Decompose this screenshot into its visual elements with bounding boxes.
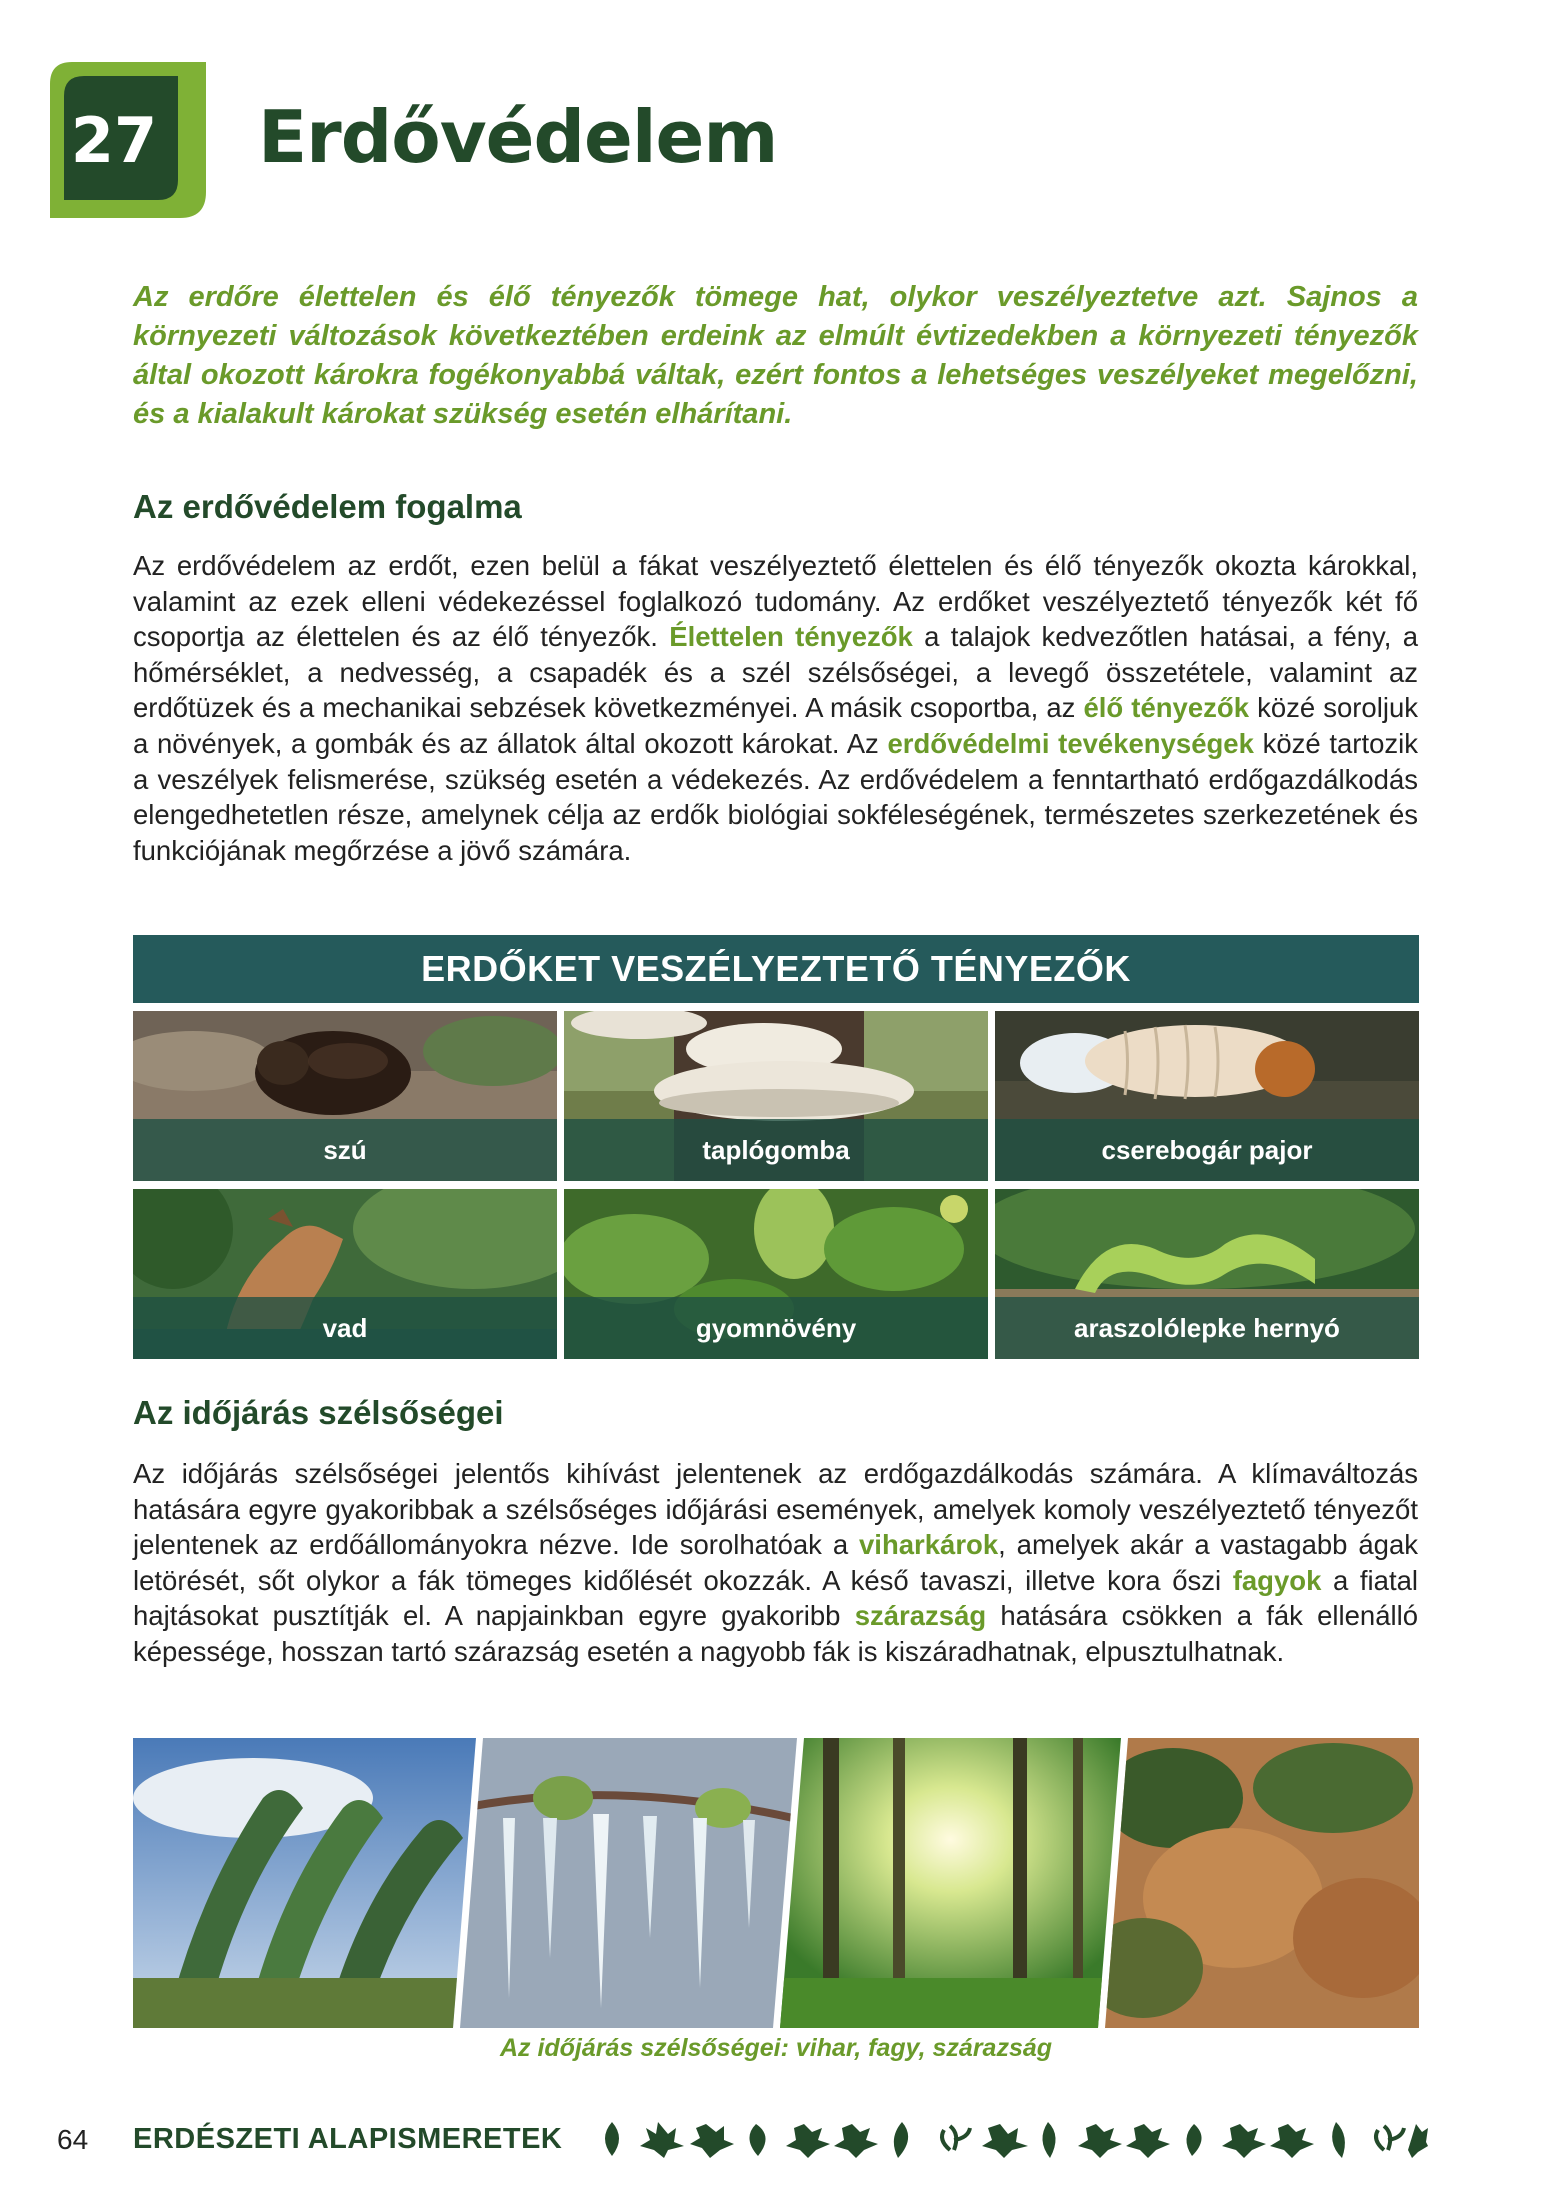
threat-label: cserebogár pajor <box>995 1119 1419 1181</box>
threat-tile-caterpillar <box>995 1189 1419 1359</box>
text-run: a fiatal hajtásokat pusztítják el. A napjainkban egyre gyakoribb <box>133 1564 1419 1632</box>
maple-leaf-icon <box>640 2122 684 2158</box>
leaf-icon <box>1332 2122 1345 2158</box>
maple-leaf-icon <box>834 2124 878 2158</box>
page-number: 64 <box>57 2124 89 2155</box>
text-run: hatására csökken a fák ellenálló képessége, hosszan tartó szárazság esetén a nagyobb fák is kiszáradhatnak, elpusztulhatnak. <box>133 1600 1418 1667</box>
highlight-term: Élettelen tényezők <box>669 621 913 653</box>
threat-label: araszolólepke hernyó <box>995 1297 1419 1359</box>
lead-paragraph: Az erdőre élettelen és élő tényezők tömege hat, olykor veszélyeztetve azt. Sajnos a környezeti változások következtében erdeink az elmúlt évtizedekben a környezeti tényezők által okozott károkra fogékonyabbá váltak, ezért fontos a lehetséges veszélyeket megelőzni, és a kialakult károkat szükség esetén elhárítani. <box>133 281 1418 430</box>
maple-leaf-icon <box>1126 2124 1170 2158</box>
sprig-icon <box>1376 2126 1404 2150</box>
leaf-icon <box>605 2122 619 2156</box>
threat-tile-weed <box>564 1189 988 1359</box>
threats-panel <box>133 935 1419 1359</box>
threat-label: szú <box>133 1119 557 1181</box>
weather-caption: Az időjárás szélsőségei: vihar, fagy, szárazság <box>499 2034 1053 2062</box>
chapter-number: 27 <box>70 103 158 177</box>
threat-label: gyomnövény <box>564 1297 988 1359</box>
leaf-icon <box>749 2124 765 2156</box>
threat-label: taplógomba <box>564 1119 988 1181</box>
frost-photo <box>453 1738 803 2028</box>
book-title: ERDÉSZETI ALAPISMERETEK <box>133 2123 563 2155</box>
maple-leaf-icon <box>1078 2124 1122 2158</box>
maple-leaf-icon <box>786 2124 830 2158</box>
highlight-term: viharkárok <box>859 1529 999 1561</box>
threat-tile-grub <box>995 1011 1419 1181</box>
weather-photo-strip <box>133 1738 1419 2028</box>
threat-tile-bracket-fungus <box>564 1011 988 1181</box>
weather-paragraph <box>133 1456 1418 1670</box>
text-run: közé soroljuk a növények, a gombák és az állatok által okozott károkat. Az <box>133 692 1418 759</box>
threat-tile-game <box>133 1189 557 1359</box>
maple-leaf-icon <box>1270 2124 1314 2158</box>
threat-label: vad <box>133 1297 557 1359</box>
chapter-badge <box>50 62 206 218</box>
leaf-icon <box>1186 2124 1201 2156</box>
text-run: Az erdővédelem az erdőt, ezen belül a fákat veszélyeztető élettelen és élő tényezők okozta károkkal, valamint az ezek elleni védekezéssel foglalkozó tudomány. Az erdőket veszélyeztető tényezők két fő csoportja az élettelen és az élő tényezők. <box>133 550 1418 653</box>
maple-leaf-icon <box>1408 2124 1428 2158</box>
maple-leaf-icon <box>982 2124 1028 2158</box>
leaf-icon-row <box>598 2120 1428 2160</box>
leaf-icon <box>894 2122 908 2158</box>
section-heading-weather: Az időjárás szélsőségei <box>133 1394 504 1431</box>
storm-photo <box>133 1738 478 2028</box>
text-run: , amelyek akár a vastagabb ágak letörését, sőt olykor a fák tömeges kidőlését okozzák. A késő tavaszi, illetve kora őszi <box>133 1529 1418 1596</box>
page-footer <box>0 2118 1550 2162</box>
highlight-term: erdővédelmi tevékenységek <box>887 727 1254 759</box>
threat-tile-bark-beetle <box>133 1011 557 1181</box>
section-heading-definition: Az erdővédelem fogalma <box>133 488 522 525</box>
leaf-icon <box>1042 2122 1055 2158</box>
definition-paragraph <box>133 548 1418 868</box>
dry-forest-photo <box>1083 1738 1419 2028</box>
highlight-term: élő tényezők <box>1083 692 1249 724</box>
page-title: Erdővédelem <box>258 95 778 179</box>
sprig-icon <box>942 2126 970 2150</box>
highlight-term: fagyok <box>1232 1564 1322 1596</box>
highlight-term: szárazság <box>854 1600 987 1632</box>
maple-leaf-icon <box>690 2124 734 2158</box>
text-run: Az időjárás szélsőségei jelentős kihívást jelentenek az erdőgazdálkodás számára. A klímaváltozás hatására egyre gyakoribbak a szélsőséges időjárási események, amelyek komoly veszélyeztető tényezőt jelentenek az erdőállományokra nézve. Ide sorolhatóak a <box>133 1458 1418 1561</box>
text-run: a talajok kedvezőtlen hatásai, a fény, a hőmérséklet, a nedvesség, a csapadék és a szél szélsőségei, a levegő összetétele, valamint az erdőtüzek és a mechanikai sebzések következményei. A másik csoportba, az <box>133 621 1418 724</box>
text-run: közé tartozik a veszélyek felismerése, szükség esetén a védekezés. Az erdővédelem a fenntartható erdőgazdálkodás elengedhetetlen része, amelynek célja az erdők biológiai sokféleségének, természetes szerkezetének és funkciójának megőrzése a jövő számára. <box>133 727 1418 866</box>
threats-panel-title: ERDŐKET VESZÉLYEZTETŐ TÉNYEZŐK <box>133 935 1419 1003</box>
drought-sun-photo <box>778 1738 1123 2028</box>
maple-leaf-icon <box>1222 2124 1266 2158</box>
weather-photos <box>133 1738 1419 2028</box>
